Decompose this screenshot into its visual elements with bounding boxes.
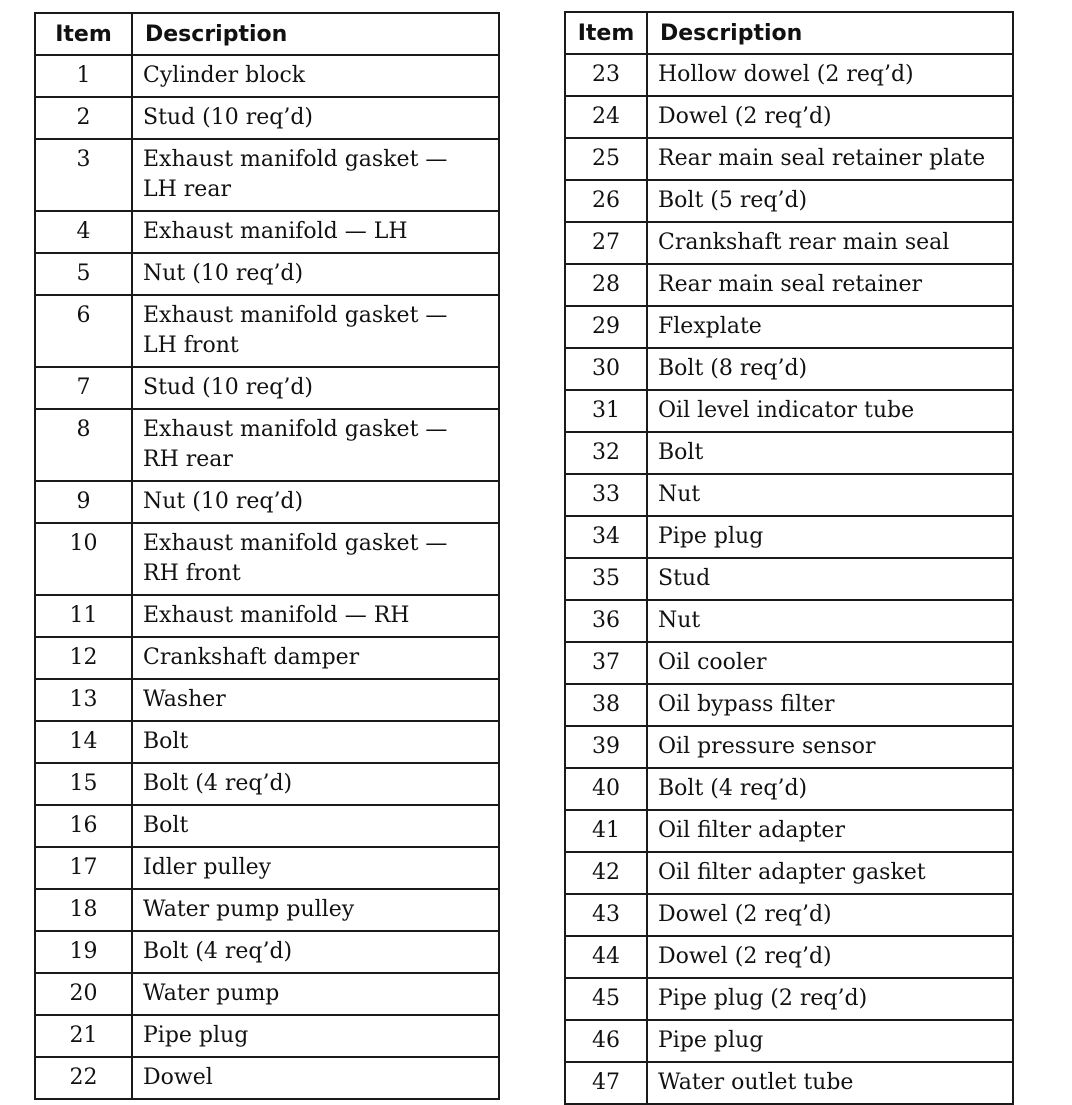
table-row — [565, 432, 1013, 474]
description-line: Oil level indicator tube — [658, 398, 915, 423]
description-line: LH front — [143, 333, 239, 358]
description-line: Stud — [658, 566, 711, 591]
description-line: Water pump pulley — [143, 897, 355, 922]
description-line: Bolt — [658, 440, 704, 465]
table-row — [565, 642, 1013, 684]
description-line: LH rear — [143, 177, 231, 202]
description-line: Exhaust manifold gasket — — [143, 147, 448, 172]
item-description — [132, 847, 499, 889]
item-number: 41 — [565, 810, 647, 852]
table-row — [35, 97, 499, 139]
description-line: Cylinder block — [143, 63, 306, 88]
item-number: 4 — [35, 211, 132, 253]
item-number: 14 — [35, 721, 132, 763]
table-row — [565, 348, 1013, 390]
item-number: 36 — [565, 600, 647, 642]
table-row — [565, 936, 1013, 978]
item-number: 33 — [565, 474, 647, 516]
description-line: Idler pulley — [143, 855, 272, 880]
description-line: Nut (10 req’d) — [143, 489, 304, 514]
description-line: Bolt (4 req’d) — [658, 776, 808, 801]
description-line: RH front — [143, 561, 241, 586]
table-row — [35, 847, 499, 889]
description-line: Washer — [143, 687, 226, 712]
table-row — [35, 367, 499, 409]
item-description — [647, 222, 1013, 264]
item-description — [132, 973, 499, 1015]
description-line: Bolt (4 req’d) — [143, 771, 293, 796]
table-row — [35, 637, 499, 679]
table-row — [565, 768, 1013, 810]
item-number: 42 — [565, 852, 647, 894]
item-number: 47 — [565, 1062, 647, 1104]
description-line: Bolt — [143, 813, 189, 838]
item-number: 43 — [565, 894, 647, 936]
item-description — [647, 390, 1013, 432]
item-description — [132, 211, 499, 253]
item-number: 34 — [565, 516, 647, 558]
item-number: 19 — [35, 931, 132, 973]
item-description — [132, 295, 499, 367]
item-column-header: Item — [35, 13, 132, 55]
item-number: 26 — [565, 180, 647, 222]
description-line: Bolt (4 req’d) — [143, 939, 293, 964]
item-number: 39 — [565, 726, 647, 768]
description-line: Crankshaft rear main seal — [658, 230, 950, 255]
description-line: Exhaust manifold — RH — [143, 603, 410, 628]
description-line: Oil pressure sensor — [658, 734, 876, 759]
header-row — [35, 13, 499, 55]
table-row — [35, 805, 499, 847]
item-number: 17 — [35, 847, 132, 889]
description-line: Oil bypass filter — [658, 692, 835, 717]
description-line: RH rear — [143, 447, 233, 472]
item-description — [647, 516, 1013, 558]
item-number: 15 — [35, 763, 132, 805]
item-number: 31 — [565, 390, 647, 432]
table-row — [565, 390, 1013, 432]
item-description — [647, 642, 1013, 684]
description-line: Bolt — [143, 729, 189, 754]
table-row — [565, 1062, 1013, 1104]
table-row — [565, 516, 1013, 558]
description-line: Stud (10 req’d) — [143, 105, 314, 130]
item-description — [647, 264, 1013, 306]
description-line: Nut (10 req’d) — [143, 261, 304, 286]
item-description — [647, 684, 1013, 726]
table-row — [565, 306, 1013, 348]
item-number: 24 — [565, 96, 647, 138]
parts-table-right — [564, 11, 1014, 1105]
table-row — [35, 295, 499, 367]
item-number: 29 — [565, 306, 647, 348]
table-row — [35, 481, 499, 523]
description-line: Nut — [658, 608, 701, 633]
item-number: 16 — [35, 805, 132, 847]
item-number: 20 — [35, 973, 132, 1015]
description-line: Pipe plug — [658, 524, 764, 549]
item-number: 5 — [35, 253, 132, 295]
description-line: Rear main seal retainer plate — [658, 146, 986, 171]
description-line: Pipe plug — [658, 1028, 764, 1053]
table-row — [35, 523, 499, 595]
description-line: Bolt (5 req’d) — [658, 188, 808, 213]
table-row — [565, 558, 1013, 600]
item-number: 45 — [565, 978, 647, 1020]
item-description — [132, 805, 499, 847]
description-line: Water pump — [143, 981, 280, 1006]
table-row — [565, 600, 1013, 642]
item-description — [647, 978, 1013, 1020]
item-description — [132, 637, 499, 679]
item-description — [647, 1062, 1013, 1104]
table-row — [565, 264, 1013, 306]
item-number: 44 — [565, 936, 647, 978]
description-column-header: Description — [647, 12, 1013, 54]
item-description — [132, 253, 499, 295]
item-number: 46 — [565, 1020, 647, 1062]
table-row — [35, 763, 499, 805]
table-row — [565, 894, 1013, 936]
item-description — [132, 889, 499, 931]
item-description — [132, 1057, 499, 1099]
item-number: 9 — [35, 481, 132, 523]
description-line: Dowel (2 req’d) — [658, 902, 832, 927]
description-line: Bolt (8 req’d) — [658, 356, 808, 381]
item-description — [132, 55, 499, 97]
description-line: Dowel — [143, 1065, 213, 1090]
item-description — [132, 481, 499, 523]
item-number: 23 — [565, 54, 647, 96]
header-row — [565, 12, 1013, 54]
table-row — [35, 721, 499, 763]
table-row — [35, 931, 499, 973]
item-number: 10 — [35, 523, 132, 595]
item-number: 22 — [35, 1057, 132, 1099]
table-row — [565, 222, 1013, 264]
description-line: Hollow dowel (2 req’d) — [658, 62, 914, 87]
item-description — [132, 595, 499, 637]
item-description — [647, 138, 1013, 180]
table-row — [35, 409, 499, 481]
table-row — [565, 726, 1013, 768]
item-number: 18 — [35, 889, 132, 931]
description-line: Oil filter adapter — [658, 818, 845, 843]
description-column-header: Description — [132, 13, 499, 55]
description-line: Pipe plug (2 req’d) — [658, 986, 868, 1011]
description-line: Exhaust manifold gasket — — [143, 417, 448, 442]
item-number: 1 — [35, 55, 132, 97]
item-description — [647, 54, 1013, 96]
table-row — [35, 973, 499, 1015]
description-line: Oil filter adapter gasket — [658, 860, 926, 885]
description-line: Nut — [658, 482, 701, 507]
item-number: 12 — [35, 637, 132, 679]
table-row — [565, 474, 1013, 516]
item-number: 27 — [565, 222, 647, 264]
item-description — [647, 96, 1013, 138]
table-row — [35, 679, 499, 721]
description-line: Exhaust manifold — LH — [143, 219, 408, 244]
item-description — [132, 679, 499, 721]
item-description — [132, 931, 499, 973]
item-number: 2 — [35, 97, 132, 139]
item-number: 28 — [565, 264, 647, 306]
table-row — [35, 139, 499, 211]
table-row — [35, 253, 499, 295]
item-description — [647, 894, 1013, 936]
item-description — [132, 721, 499, 763]
table-row — [565, 180, 1013, 222]
item-description — [647, 558, 1013, 600]
table-row — [565, 96, 1013, 138]
item-number: 38 — [565, 684, 647, 726]
table-row — [565, 1020, 1013, 1062]
item-description — [132, 763, 499, 805]
item-number: 6 — [35, 295, 132, 367]
table-row — [565, 810, 1013, 852]
item-description — [132, 1015, 499, 1057]
item-description — [132, 139, 499, 211]
table-row — [565, 852, 1013, 894]
description-line: Dowel (2 req’d) — [658, 944, 832, 969]
item-number: 40 — [565, 768, 647, 810]
item-number: 8 — [35, 409, 132, 481]
item-number: 7 — [35, 367, 132, 409]
description-line: Rear main seal retainer — [658, 272, 923, 297]
item-description — [647, 726, 1013, 768]
description-line: Exhaust manifold gasket — — [143, 531, 448, 556]
item-number: 35 — [565, 558, 647, 600]
item-description — [647, 306, 1013, 348]
description-line: Crankshaft damper — [143, 645, 360, 670]
description-line: Oil cooler — [658, 650, 767, 675]
item-description — [647, 348, 1013, 390]
item-description — [132, 97, 499, 139]
item-description — [647, 1020, 1013, 1062]
item-number: 13 — [35, 679, 132, 721]
description-line: Stud (10 req’d) — [143, 375, 314, 400]
item-number: 25 — [565, 138, 647, 180]
table-row — [565, 684, 1013, 726]
item-number: 30 — [565, 348, 647, 390]
table-row — [35, 211, 499, 253]
table-row — [35, 595, 499, 637]
item-number: 11 — [35, 595, 132, 637]
table-row — [565, 54, 1013, 96]
item-description — [647, 432, 1013, 474]
description-line: Flexplate — [658, 314, 762, 339]
parts-table-left — [34, 12, 500, 1100]
description-line: Pipe plug — [143, 1023, 249, 1048]
table-row — [565, 978, 1013, 1020]
item-description — [647, 474, 1013, 516]
description-line: Dowel (2 req’d) — [658, 104, 832, 129]
description-line: Exhaust manifold gasket — — [143, 303, 448, 328]
item-number: 32 — [565, 432, 647, 474]
item-number: 3 — [35, 139, 132, 211]
description-line: Water outlet tube — [658, 1070, 854, 1095]
item-description — [132, 409, 499, 481]
item-description — [647, 936, 1013, 978]
item-description — [647, 768, 1013, 810]
item-description — [647, 600, 1013, 642]
table-row — [35, 55, 499, 97]
item-description — [647, 852, 1013, 894]
table-row — [35, 889, 499, 931]
table-row — [565, 138, 1013, 180]
item-description — [132, 523, 499, 595]
item-number: 37 — [565, 642, 647, 684]
item-description — [647, 180, 1013, 222]
item-number: 21 — [35, 1015, 132, 1057]
item-description — [132, 367, 499, 409]
item-description — [647, 810, 1013, 852]
table-row — [35, 1057, 499, 1099]
table-row — [35, 1015, 499, 1057]
item-column-header: Item — [565, 12, 647, 54]
